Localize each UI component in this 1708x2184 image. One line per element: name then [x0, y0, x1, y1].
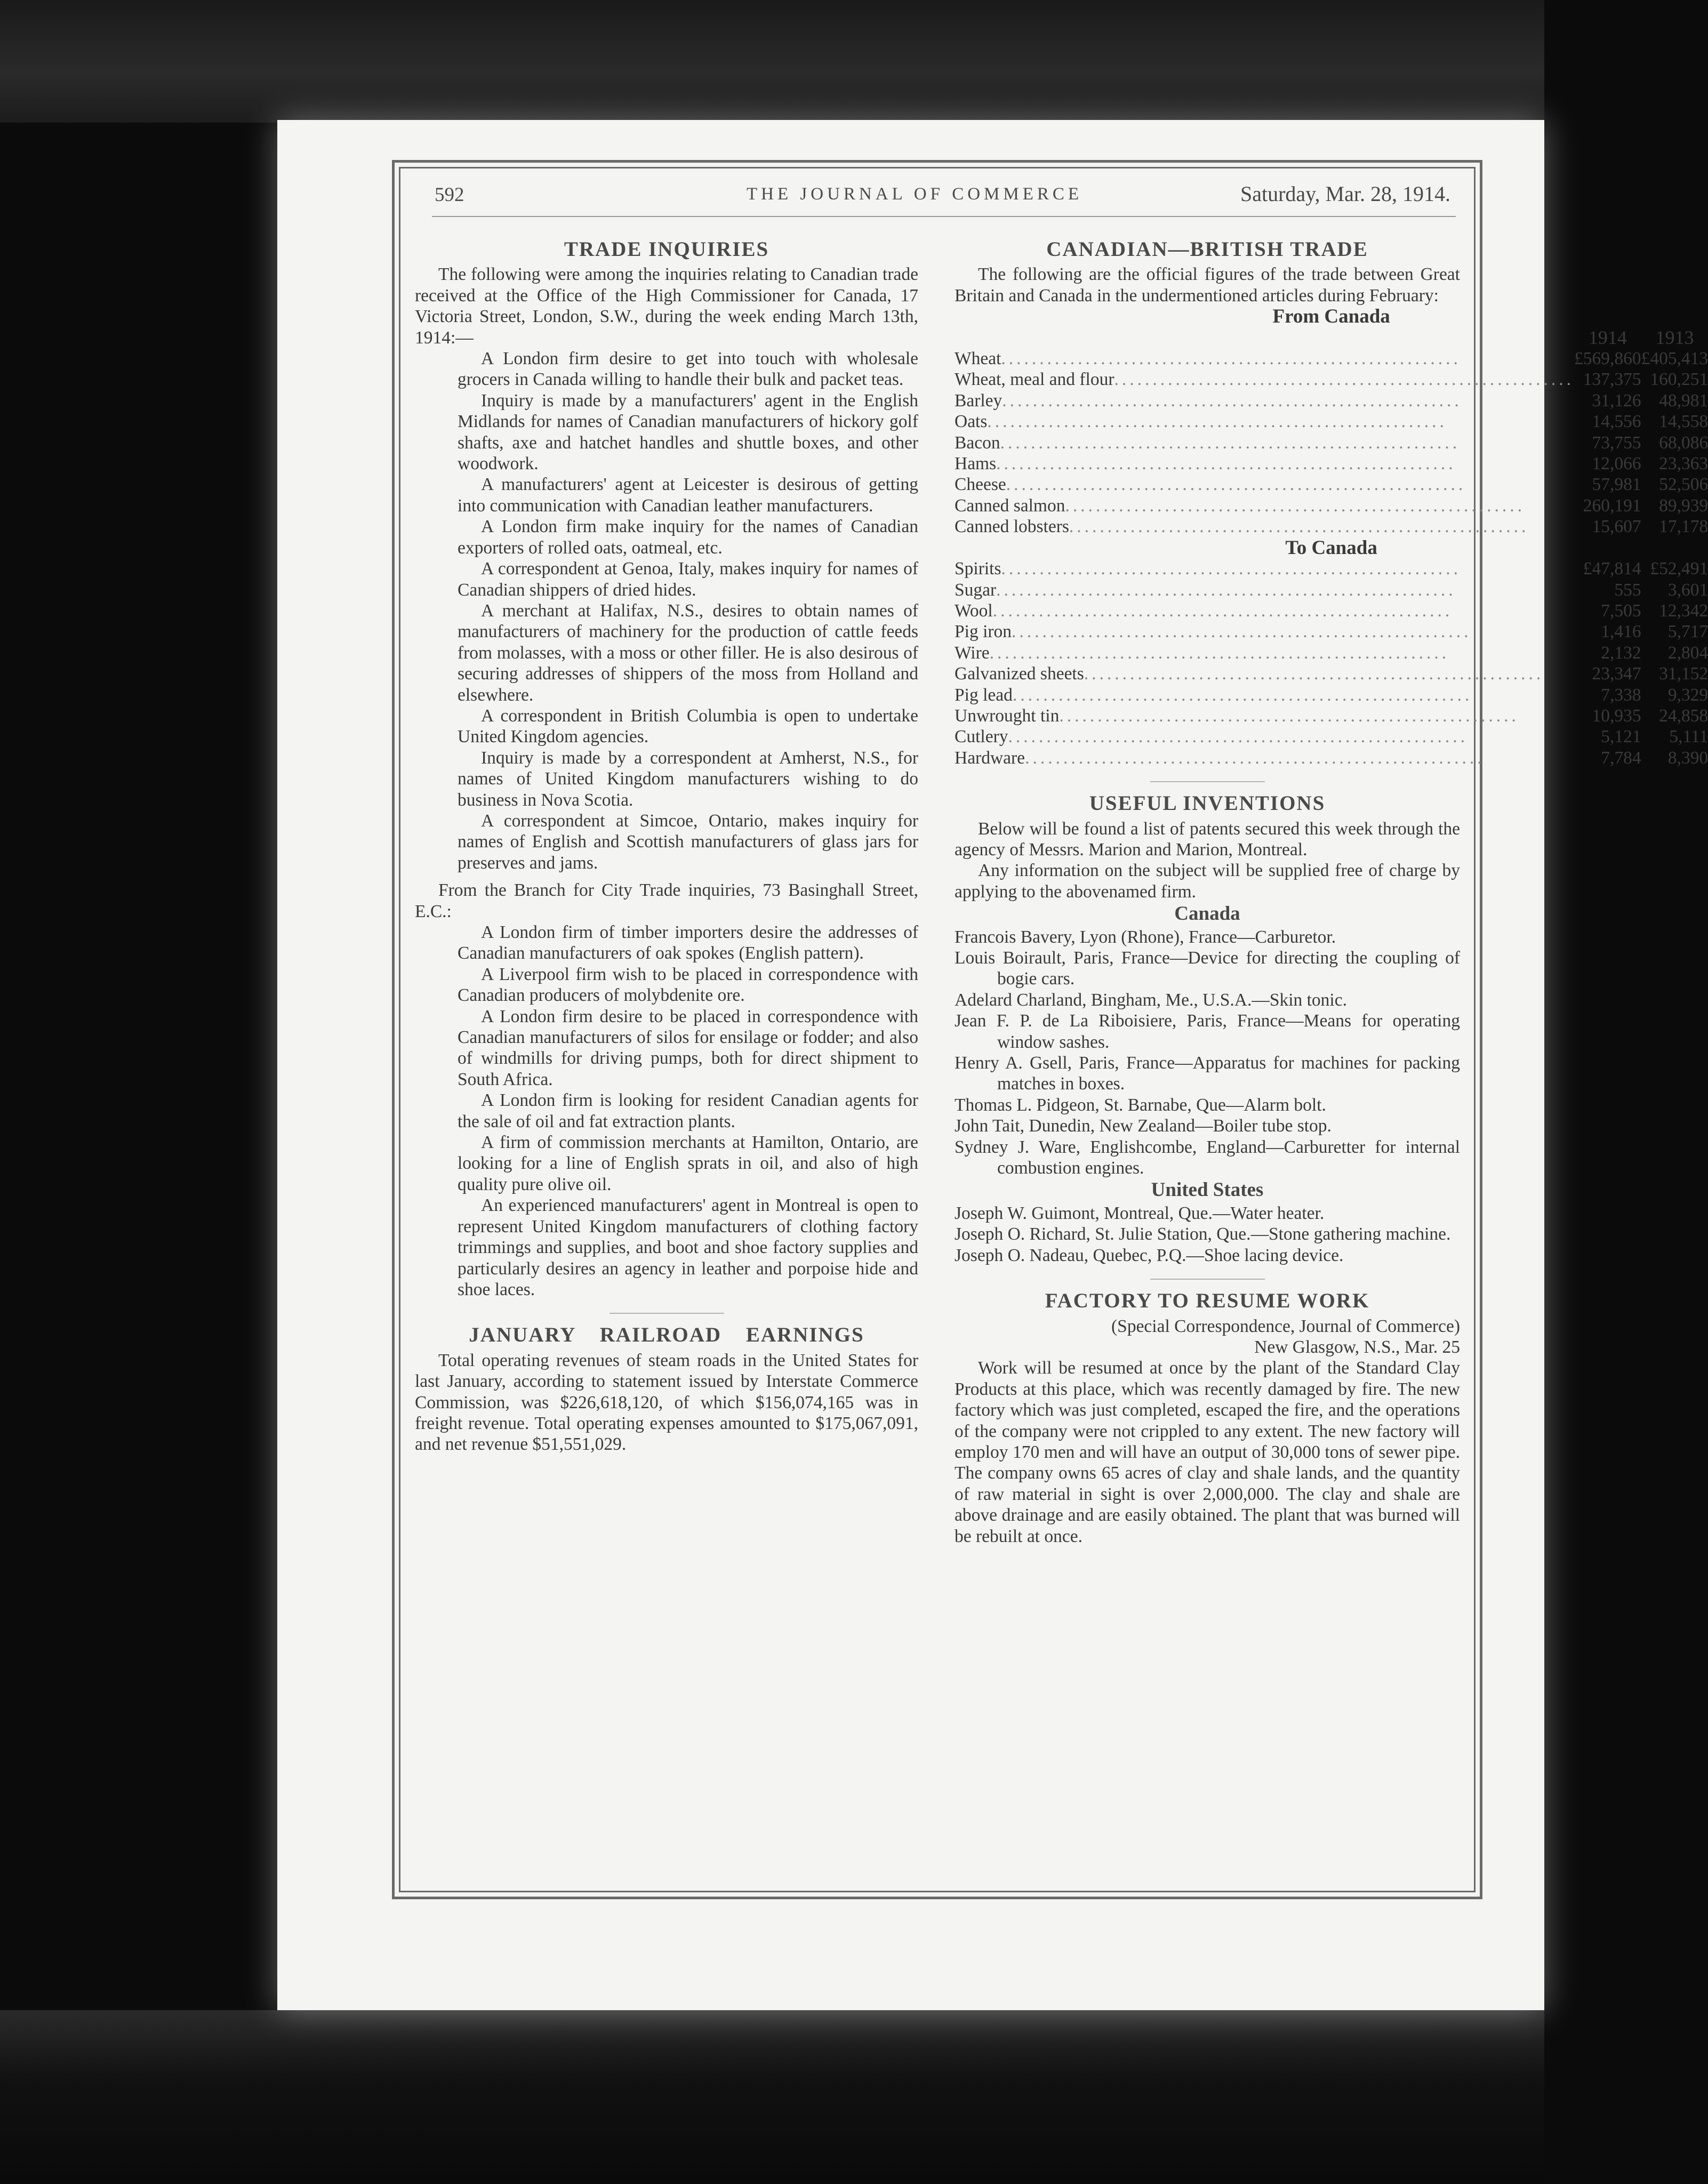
- branch-inquiry-item: A firm of commission merchants at Hamilton, Ontario, are looking for a line of English sprats in oil, and also of high quality pure olive oil.: [458, 1133, 918, 1194]
- leader-dots: ............................................................: [1001, 349, 1461, 369]
- value-1914: 14,556: [1592, 412, 1641, 432]
- value-1913: 5,111: [1669, 727, 1708, 747]
- us-patent-list: [955, 1203, 1460, 1266]
- useful-inventions-heading: USEFUL INVENTIONS: [1089, 792, 1326, 815]
- leader-dots: ............................................................: [1069, 517, 1529, 537]
- leader-dots: ............................................................: [1012, 622, 1472, 642]
- article-name: Hardware: [955, 748, 1025, 768]
- value-1913: 48,981: [1659, 390, 1708, 411]
- trade-row: [955, 748, 1708, 768]
- section-divider: [1150, 781, 1265, 782]
- canada-patent-list: [955, 927, 1460, 1179]
- running-head: [413, 179, 1456, 211]
- leader-dots: ............................................................: [1006, 475, 1466, 495]
- value-1913: 24,858: [1659, 705, 1708, 726]
- trade-row: [955, 558, 1708, 579]
- patent-entry: Louis Boirault, Paris, France—Device for directing the coupling of bogie cars.: [955, 948, 1460, 989]
- inquiry-item: A London firm desire to get into touch with wholesale grocers in Canada willing to handle their bulk and packet teas.: [458, 349, 918, 390]
- inquiry-item: A correspondent in British Columbia is open to undertake United Kingdom agencies.: [458, 705, 918, 747]
- branch-inquiry-list: [415, 922, 918, 1300]
- trade-row: [955, 432, 1708, 453]
- trade-row: [955, 621, 1708, 642]
- value-1914: 7,338: [1601, 685, 1641, 705]
- article-name: Barley: [955, 390, 1003, 411]
- scanner-background-top: [0, 0, 1544, 123]
- value-1913: 52,506: [1659, 475, 1708, 495]
- value-1914: 57,981: [1592, 475, 1641, 495]
- right-column: [955, 235, 1708, 1547]
- us-patents-heading: United States: [1151, 1179, 1264, 1201]
- branch-inquiry-item: A London firm of timber importers desire the addresses of Canadian manufacturers of oak spokes (English pattern).: [458, 922, 918, 963]
- trade-row: [955, 348, 1708, 369]
- from-canada-heading: From Canada: [1272, 306, 1390, 328]
- value-1914: 7,784: [1601, 748, 1641, 768]
- value-1914: 12,066: [1592, 454, 1641, 474]
- article-name: Hams: [955, 454, 997, 474]
- year-1913-header: 1913: [1655, 326, 1694, 348]
- trade-row: [955, 516, 1708, 537]
- trade-row: [955, 643, 1708, 663]
- value-1914: 260,191: [1583, 495, 1641, 516]
- branch-intro: From the Branch for City Trade inquiries, 73 Basinghall Street, E.C.:: [415, 880, 918, 921]
- value-1914: £47,814: [1583, 559, 1641, 579]
- article-name: Pig iron: [955, 622, 1012, 642]
- value-1914: 2,132: [1601, 643, 1641, 663]
- issue-date: Saturday, Mar. 28, 1914.: [1240, 182, 1450, 206]
- leader-dots: ............................................................: [1084, 664, 1544, 684]
- section-divider: [1150, 1279, 1265, 1280]
- value-1914: 555: [1614, 580, 1641, 600]
- leader-dots: ............................................................: [996, 580, 1456, 600]
- value-1914: 10,935: [1592, 705, 1641, 726]
- trade-row: [955, 390, 1708, 411]
- patent-entry: Francois Bavery, Lyon (Rhone), France—Carburetor.: [955, 927, 1336, 947]
- trade-table-intro: The following are the official figures of the trade between Great Britain and Canada in the undermentioned articles during February:: [955, 264, 1460, 306]
- article-name: Bacon: [955, 432, 1000, 453]
- leader-dots: ............................................................: [989, 643, 1450, 663]
- trade-row: [955, 495, 1708, 516]
- railroad-heading: JANUARY RAILROAD EARNINGS: [469, 1323, 864, 1347]
- railroad-text: Total operating revenues of steam roads in the United States for last January, according to statement issued by Interstate Commerce Commission, was $226,618,120, of which $156,074,165 was in freight revenue. Total operating expenses amounted to $175,067,091, and net revenue $51,551,029.: [415, 1350, 918, 1455]
- value-1914: 1,416: [1601, 622, 1641, 642]
- leader-dots: ............................................................: [1001, 559, 1461, 579]
- article-name: Cutlery: [955, 727, 1008, 747]
- branch-inquiry-item: A Liverpool firm wish to be placed in correspondence with Canadian producers of molybdenite ore.: [458, 964, 918, 1006]
- header-rule: [432, 216, 1456, 217]
- value-1913: 9,329: [1667, 685, 1708, 705]
- inquiry-item: A correspondent at Simcoe, Ontario, makes inquiry for names of English and Scottish manufacturers of glass jars for preserves and jams.: [458, 810, 918, 873]
- branch-inquiry-item: A London firm is looking for resident Canadian agents for the sale of oil and fat extraction plants.: [458, 1090, 918, 1131]
- patent-entry: Joseph W. Guimont, Montreal, Que.—Water heater.: [955, 1203, 1325, 1223]
- patent-entry: Joseph O. Nadeau, Quebec, P.Q.—Shoe lacing device.: [955, 1245, 1344, 1265]
- leader-dots: ............................................................: [1000, 432, 1461, 453]
- article-name: Wheat, meal and flour: [955, 370, 1114, 390]
- leader-dots: ............................................................: [1059, 705, 1519, 726]
- trade-table: [955, 306, 1708, 768]
- year-1914-header: 1914: [1588, 326, 1627, 348]
- inquiry-item: A correspondent at Genoa, Italy, makes inquiry for names of Canadian shippers of dried hides.: [458, 559, 918, 600]
- article-name: Pig lead: [955, 685, 1013, 705]
- article-name: Galvanized sheets: [955, 664, 1084, 684]
- trade-row: [955, 580, 1708, 600]
- factory-dateline: New Glasgow, N.S., Mar. 25: [1254, 1337, 1460, 1357]
- value-1913: 17,178: [1659, 517, 1708, 537]
- inquiry-item: A London firm make inquiry for the names of Canadian exporters of rolled oats, oatmeal, etc.: [458, 517, 918, 558]
- trade-row: [955, 453, 1708, 474]
- canadian-british-trade-heading: CANADIAN—BRITISH TRADE: [1046, 238, 1368, 261]
- trade-row: [955, 411, 1708, 432]
- from-canada-heading-row: [955, 306, 1708, 327]
- trade-inquiries-heading: TRADE INQUIRIES: [564, 238, 769, 261]
- inquiry-item: A manufacturers' agent at Leicester is desirous of getting into communication with Canadian leather manufacturers.: [458, 475, 918, 516]
- inquiry-item: Inquiry is made by a correspondent at Amherst, N.S., for names of United Kingdom manufacturers wishing to do business in Nova Scotia.: [458, 748, 918, 810]
- trade-row: [955, 474, 1708, 495]
- leader-dots: ............................................................: [987, 412, 1447, 432]
- article-name: Spirits: [955, 559, 1001, 579]
- trade-row: [955, 600, 1708, 621]
- value-1914: 15,607: [1592, 517, 1641, 537]
- value-1913: 68,086: [1659, 432, 1708, 453]
- leader-dots: ............................................................: [1008, 727, 1468, 747]
- left-column: [415, 235, 918, 1455]
- value-1914: 31,126: [1592, 390, 1641, 411]
- article-name: Wool: [955, 600, 993, 621]
- value-1914: 5,121: [1601, 727, 1641, 747]
- trade-row: [955, 705, 1708, 726]
- inventions-note: Any information on the subject will be supplied free of charge by applying to the abovenamed firm.: [955, 861, 1460, 902]
- value-1913: 31,152: [1659, 664, 1708, 684]
- article-name: Unwrought tin: [955, 705, 1060, 726]
- leader-dots: ............................................................: [1012, 685, 1473, 705]
- patent-entry: Sydney J. Ware, Englishcombe, England—Carburetter for internal combustion engines.: [955, 1137, 1460, 1178]
- article-name: Canned lobsters: [955, 517, 1069, 537]
- trade-row: [955, 663, 1708, 684]
- factory-heading: FACTORY TO RESUME WORK: [1045, 1289, 1370, 1313]
- patent-entry: Joseph O. Richard, St. Julie Station, Que.—Stone gathering machine.: [955, 1224, 1451, 1244]
- leader-dots: ............................................................: [1065, 495, 1525, 516]
- page-number: 592: [435, 184, 464, 206]
- article-name: Wheat: [955, 349, 1001, 369]
- inquiry-list: [415, 348, 918, 873]
- factory-byline: (Special Correspondence, Journal of Commerce): [1111, 1316, 1460, 1336]
- value-1914: 73,755: [1592, 432, 1641, 453]
- patent-entry: John Tait, Dunedin, New Zealand—Boiler tube stop.: [955, 1116, 1332, 1136]
- value-1913: 8,390: [1667, 748, 1708, 768]
- trade-inquiries-intro: The following were among the inquiries relating to Canadian trade received at the Office of the High Commissioner for Canada, 17 Victoria Street, London, S.W., during the week ending March 13th, 1914:—: [415, 264, 918, 348]
- article-name: Oats: [955, 412, 988, 432]
- value-1913: 14,558: [1659, 412, 1708, 432]
- section-divider: [610, 1313, 724, 1314]
- article-name: Sugar: [955, 580, 997, 600]
- factory-text: Work will be resumed at once by the plant of the Standard Clay Products at this place, which was recently damaged by fire. The new factory which was just completed, escaped the fire, and the operations of the company were not crippled to any extent. The new factory will employ 170 men and will have an output of 30,000 tons of sewer pipe. The company owns 65 acres of clay and shale lands, and the quantity of raw material in sight is over 2,000,000. The clay and shale are above drainage and are easily obtained. The plant that was burned will be rebuilt at once.: [955, 1358, 1460, 1546]
- leader-dots: ............................................................: [1025, 748, 1485, 768]
- value-1913: 23,363: [1659, 454, 1708, 474]
- value-1913: 12,342: [1659, 600, 1708, 621]
- canada-patents-heading: Canada: [1174, 903, 1240, 925]
- branch-inquiry-item: An experienced manufacturers' agent in Montreal is open to represent United Kingdom manufacturers of clothing factory trimmings and supplies, and boot and shoe factory supplies and particularly desires an agency in leather and porpoise hide and shoe laces.: [458, 1195, 918, 1299]
- value-1913: 5,717: [1667, 622, 1708, 642]
- value-1914: £569,860: [1574, 349, 1641, 369]
- leader-dots: ............................................................: [992, 600, 1453, 621]
- value-1914: 23,347: [1592, 664, 1641, 684]
- to-canada-heading: To Canada: [1285, 536, 1377, 559]
- leader-dots: ............................................................: [1114, 370, 1575, 390]
- leader-dots: ............................................................: [996, 454, 1456, 474]
- inquiry-item: A merchant at Halifax, N.S., desires to obtain names of manufacturers of machinery for the production of cattle feeds from molasses, with a moss or other filler. He is also desirous of securing addresses of shippers of the moss from Holland and elsewhere.: [458, 600, 918, 705]
- patent-entry: Henry A. Gsell, Paris, France—Apparatus for machines for packing matches in boxes.: [955, 1053, 1460, 1094]
- value-1914: 137,375: [1583, 370, 1641, 390]
- value-1913: 3,601: [1667, 580, 1708, 600]
- scanner-background-bottom: [0, 2010, 1544, 2184]
- value-1913: 89,939: [1659, 495, 1708, 516]
- value-1913: £52,491: [1650, 559, 1708, 579]
- inquiry-item: Inquiry is made by a manufacturers' agent in the English Midlands for names of Canadian manufacturers of hickory golf shafts, axe and hatchet handles and shuttle boxes, and other woodwork.: [458, 390, 918, 474]
- to-canada-heading-row: [955, 537, 1708, 558]
- article-name: Canned salmon: [955, 495, 1065, 516]
- trade-row: [955, 726, 1708, 747]
- branch-inquiry-item: A London firm desire to be placed in correspondence with Canadian manufacturers of silos for ensilage or fodder; and also of windmills for driving pumps, both for direct shipment to South Africa.: [458, 1006, 918, 1089]
- patent-entry: Adelard Charland, Bingham, Me., U.S.A.—Skin tonic.: [955, 990, 1347, 1010]
- trade-row: [955, 369, 1708, 390]
- year-header-row: [955, 327, 1708, 348]
- value-1913: 160,251: [1650, 370, 1708, 390]
- value-1914: 7,505: [1601, 600, 1641, 621]
- value-1913: 2,804: [1667, 643, 1708, 663]
- journal-title: THE JOURNAL OF COMMERCE: [747, 184, 1083, 204]
- article-name: Wire: [955, 643, 990, 663]
- trade-row: [955, 685, 1708, 705]
- patent-entry: Jean F. P. de La Riboisiere, Paris, France—Means for operating window sashes.: [955, 1011, 1460, 1052]
- inventions-intro: Below will be found a list of patents secured this week through the agency of Messrs. Marion and Marion, Montreal.: [955, 818, 1460, 860]
- article-name: Cheese: [955, 475, 1006, 495]
- value-1913: £405,413: [1641, 349, 1708, 369]
- leader-dots: ............................................................: [1002, 390, 1462, 411]
- patent-entry: Thomas L. Pidgeon, St. Barnabe, Que—Alarm bolt.: [955, 1095, 1326, 1115]
